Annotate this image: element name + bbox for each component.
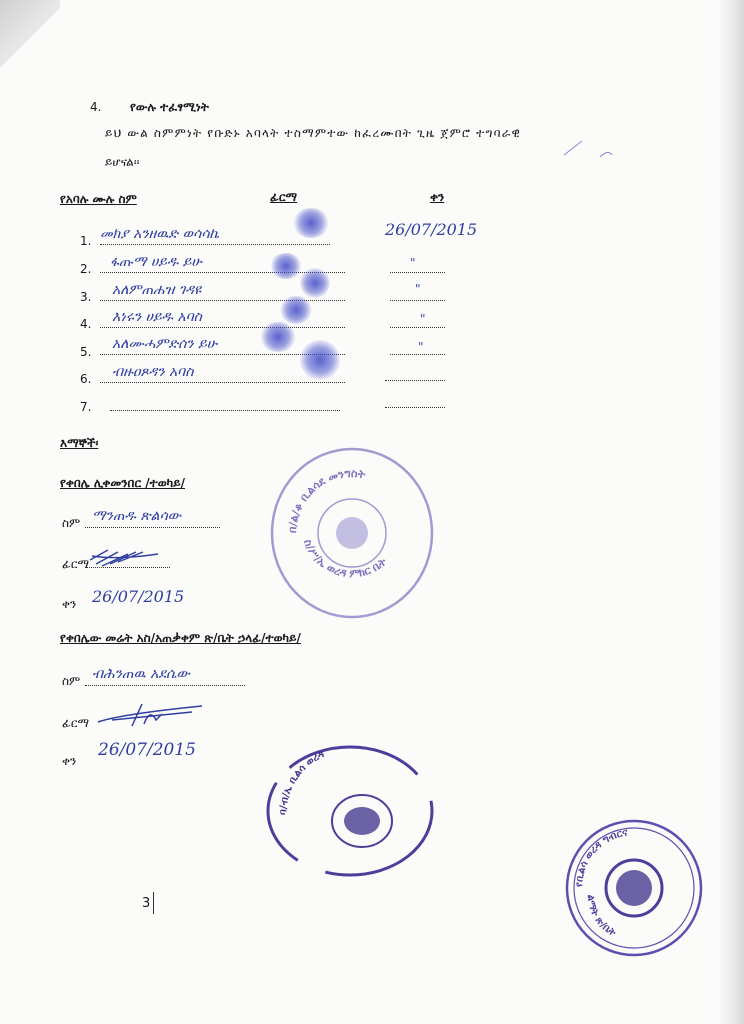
row-number: 6. (80, 372, 92, 386)
office-sign-label: ፊርማ (62, 716, 90, 730)
date-line (385, 379, 445, 381)
name-line (100, 326, 345, 328)
fingerprint-mark (270, 253, 302, 279)
office-signature (92, 700, 212, 730)
row-number: 7. (80, 400, 92, 414)
row-number: 5. (80, 345, 92, 359)
member-date: 26/07/2015 (385, 220, 478, 239)
stamp-text-top: ባ/ብ/ኤ ቢልሳ ወረዳ (277, 748, 327, 816)
witnesses-heading: እማኞች፡ (60, 436, 99, 450)
page-number-divider (153, 892, 154, 914)
paragraph-line-1: ይህ ውል ስምምነት የቡድኑ አባላት ተስማምተው ከፈረሙበት ጊዜ ጀምሮ ተግባራዊ (105, 126, 522, 140)
sign-line (85, 566, 170, 568)
date-line (385, 406, 445, 408)
member-name: አለምጠሐዝ ገዳዩ (112, 282, 202, 298)
stamp-text-top: በ/ል/ቆ ቢልሳደ መንግስት (285, 466, 367, 534)
fingerprint-mark (300, 268, 330, 298)
receiver-date-label: ቀን (62, 597, 77, 611)
row-number: 1. (80, 234, 92, 248)
fingerprint-mark (260, 322, 296, 352)
receiver-heading: የቀበሌ ሊቀመንበር /ተወካይ/ (60, 476, 185, 490)
name-line (100, 243, 330, 245)
section-heading: የውሉ ተፈፃሚነት (130, 100, 209, 114)
member-name: እነሩን ሀይዱ አባስ (112, 309, 202, 325)
page-number: 3 (142, 896, 151, 911)
header-signature: ፊርማ (270, 190, 298, 204)
name-line (100, 381, 345, 383)
member-name: አለሙሓምድሰን ይሁ (112, 336, 218, 352)
header-date: ቀን (430, 190, 445, 204)
row-number: 2. (80, 262, 92, 276)
office-name-value: ብሕንጠዉ አደሴው (92, 666, 190, 682)
fingerprint-mark (293, 208, 329, 238)
stamp-text-top: የቢልሳ ወረዳ ግብርና (573, 827, 629, 888)
name-line (85, 684, 245, 686)
date-line (390, 326, 445, 328)
date-line (390, 353, 445, 355)
header-name: የአባሉ ሙሉ ስም (60, 192, 137, 206)
office-date-value: 26/07/2015 (98, 740, 196, 760)
office-heading: የቀበሌው መሬት አስ/አጠቃቀም ጽ/ቤት ኃላፊ/ተወካይ/ (60, 631, 301, 645)
scan-corner-shadow (0, 0, 60, 90)
stamp-text-bottom: ስ/ሥ/ኤ ወረዳ ምክር ቤት (301, 537, 390, 581)
date-line (390, 299, 445, 301)
member-date: " (415, 282, 421, 296)
receiver-date-value: 26/07/2015 (92, 587, 185, 606)
fingerprint-mark (300, 340, 340, 380)
member-name: መክያ አንዘዉድ ወሳሳኬ (100, 226, 220, 242)
scan-edge-shadow (718, 0, 744, 1024)
name-line (85, 526, 220, 528)
office-date-label: ቀን (62, 754, 77, 768)
office-name-label: ስም (62, 674, 81, 688)
paragraph-line-2: ይሆናል፡፡ (105, 155, 140, 169)
official-stamp (564, 817, 704, 959)
member-date: " (418, 340, 424, 354)
member-date: " (410, 256, 416, 270)
svg-text:ልማት ጽ/ቤት (585, 894, 618, 939)
receiver-name-value: ማንጠዱ ጽልሳው (92, 508, 182, 524)
name-line (110, 409, 340, 411)
row-number: 4. (80, 317, 92, 331)
date-line (390, 271, 445, 273)
official-stamp (268, 445, 436, 620)
row-number: 3. (80, 290, 92, 304)
member-name: ብዙዐጾዳን አባስ (112, 364, 194, 380)
member-date: " (420, 312, 426, 326)
stamp-text-bottom: ልማት ጽ/ቤት (584, 894, 618, 939)
fingerprint-mark (280, 296, 312, 324)
official-stamp (262, 735, 438, 880)
receiver-name-label: ስም (62, 516, 81, 530)
member-name: ፋጡማ ሀይዱ ይሁ (110, 254, 202, 270)
pen-mark (560, 135, 620, 165)
receiver-sign-label: ፊርማ (62, 557, 90, 571)
section-number: 4. (90, 100, 102, 114)
